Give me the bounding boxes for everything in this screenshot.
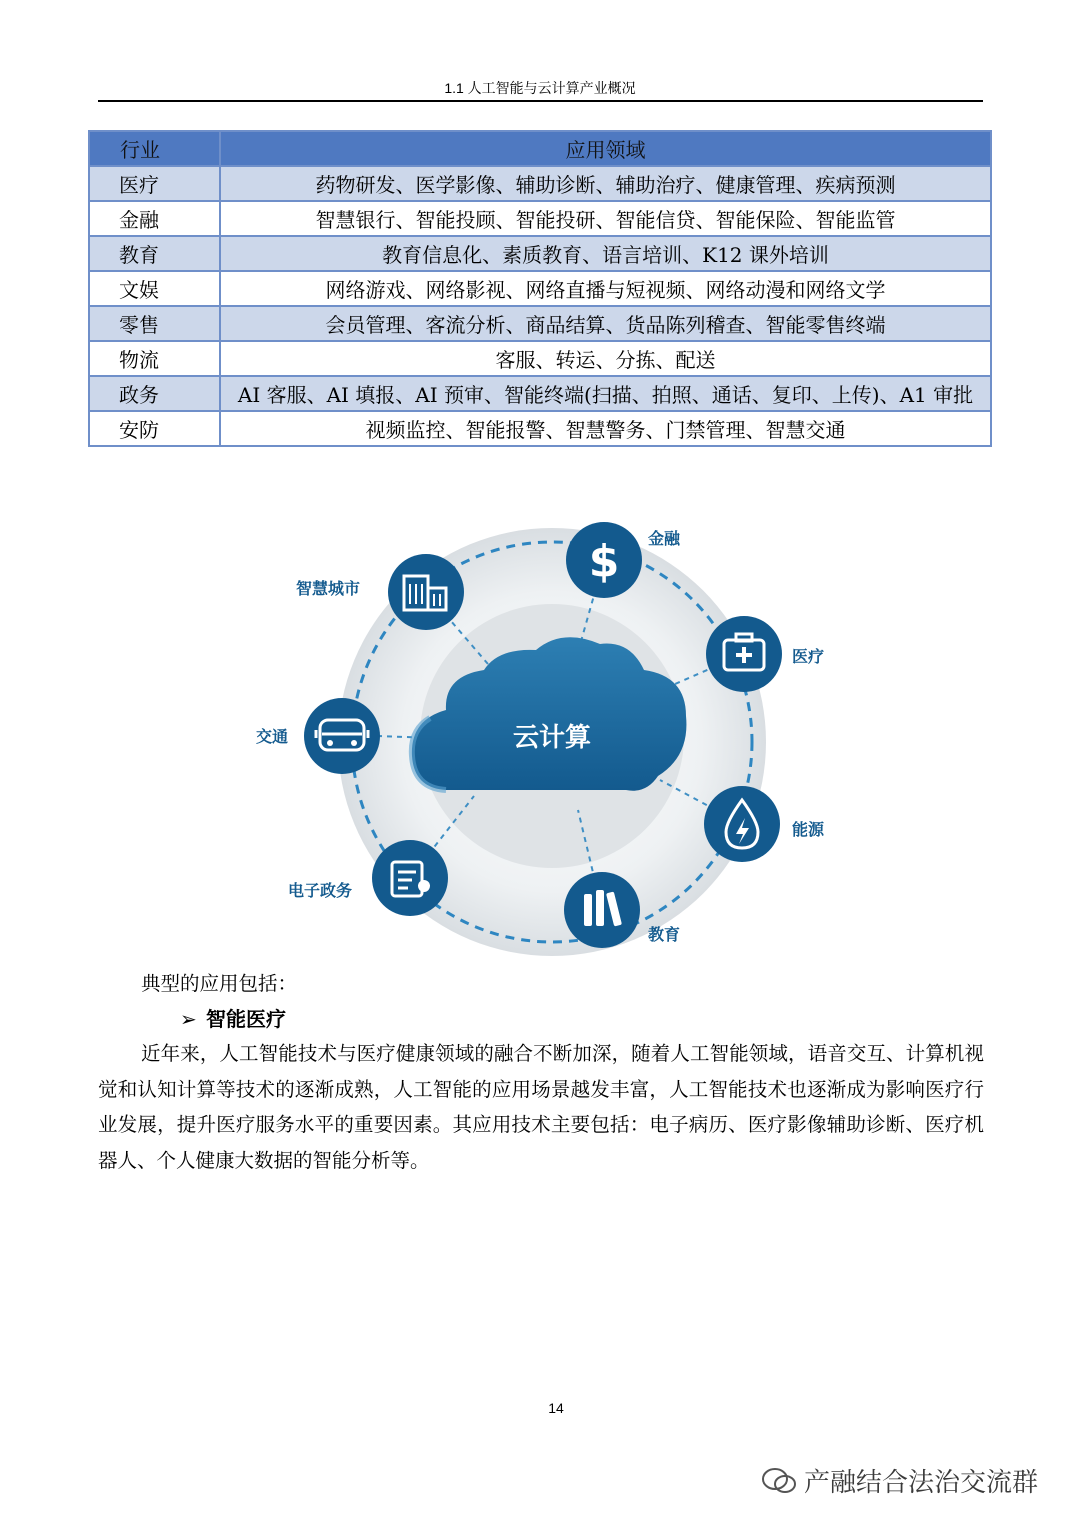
industry-cell: 政务 <box>89 376 220 411</box>
table-row <box>89 236 991 271</box>
applications-cell: 视频监控、智能报警、智慧警务、门禁管理、智慧交通 <box>220 411 991 446</box>
node-energy <box>704 786 780 862</box>
industry-application-table <box>88 130 992 447</box>
column-header-industry: 行业 <box>89 131 220 166</box>
table-row <box>89 306 991 341</box>
industry-cell: 医疗 <box>89 166 220 201</box>
applications-cell: 教育信息化、素质教育、语言培训、K12 课外培训 <box>220 236 991 271</box>
dollar-icon: $ <box>588 536 620 587</box>
table-row <box>89 411 991 446</box>
finance-label: 金融 <box>648 529 681 548</box>
watermark-text: 产融结合法治交流群 <box>804 1468 1039 1498</box>
body-paragraph: 近年来，人工智能技术与医疗健康领域的融合不断加深，随着人工智能领域，语音交互、计算机视觉和认知计算等技术的逐渐成熟，人工智能的应用场景越发丰富，人工智能技术也逐渐成为影响医疗行业发展，提升医疗服务水平的重要因素。其应用技术主要包括：电子病历、医疗影像辅助诊断、医疗机器人、个人健康大数据的智能分析等。 <box>98 1042 984 1172</box>
arrow-bullet-icon: ➢ <box>180 1007 197 1031</box>
table-row <box>89 166 991 201</box>
header-rule <box>98 100 983 102</box>
table-row <box>89 271 991 306</box>
applications-cell: 药物研发、医学影像、辅助诊断、辅助治疗、健康管理、疾病预测 <box>220 166 991 201</box>
applications-cell: AI 客服、AI 填报、AI 预审、智能终端(扫描、拍照、通话、复印、上传)、A1 审批 <box>220 376 991 411</box>
applications-cell: 智慧银行、智能投顾、智能投研、智能信贷、智能保险、智能监管 <box>220 201 991 236</box>
education-label: 教育 <box>648 925 681 944</box>
industry-cell: 金融 <box>89 201 220 236</box>
energy-label: 能源 <box>792 820 825 839</box>
table-header-row <box>89 131 991 166</box>
section-title-text: 智能医疗 <box>206 1007 286 1031</box>
page-number: 14 <box>548 1400 564 1416</box>
table-row <box>89 376 991 411</box>
page-header: 1.1 人工智能与云计算产业概况 <box>444 80 636 96</box>
industry-cell: 物流 <box>89 341 220 376</box>
node-education <box>564 872 640 948</box>
watermark <box>760 1462 1038 1499</box>
table-row <box>89 201 991 236</box>
applications-cell: 客服、转运、分拣、配送 <box>220 341 991 376</box>
intro-text: 典型的应用包括： <box>141 972 298 995</box>
medical-label: 医疗 <box>792 647 825 666</box>
egov-circle <box>372 840 448 916</box>
cloud-label: 云计算 <box>512 723 592 753</box>
section-heading <box>180 1003 286 1032</box>
applications-cell: 网络游戏、网络影视、网络直播与短视频、网络动漫和网络文学 <box>220 271 991 306</box>
industry-cell: 教育 <box>89 236 220 271</box>
column-header-applications: 应用领域 <box>220 131 991 166</box>
egov-label: 电子政务 <box>288 881 353 900</box>
applications-cell: 会员管理、客流分析、商品结算、货品陈列稽查、智能零售终端 <box>220 306 991 341</box>
smart-city-circle <box>388 554 464 630</box>
traffic-label: 交通 <box>256 727 289 746</box>
node-finance <box>566 522 642 598</box>
smart-city-label: 智慧城市 <box>296 579 361 598</box>
table-row <box>89 341 991 376</box>
industry-cell: 文娱 <box>89 271 220 306</box>
node-smart-city <box>388 554 464 630</box>
node-medical <box>706 616 782 692</box>
cloud-computing-diagram <box>238 498 846 960</box>
node-traffic <box>304 698 380 774</box>
industry-cell: 安防 <box>89 411 220 446</box>
chat-bubble-icon <box>760 1466 798 1496</box>
industry-cell: 零售 <box>89 306 220 341</box>
node-egov <box>372 840 448 916</box>
